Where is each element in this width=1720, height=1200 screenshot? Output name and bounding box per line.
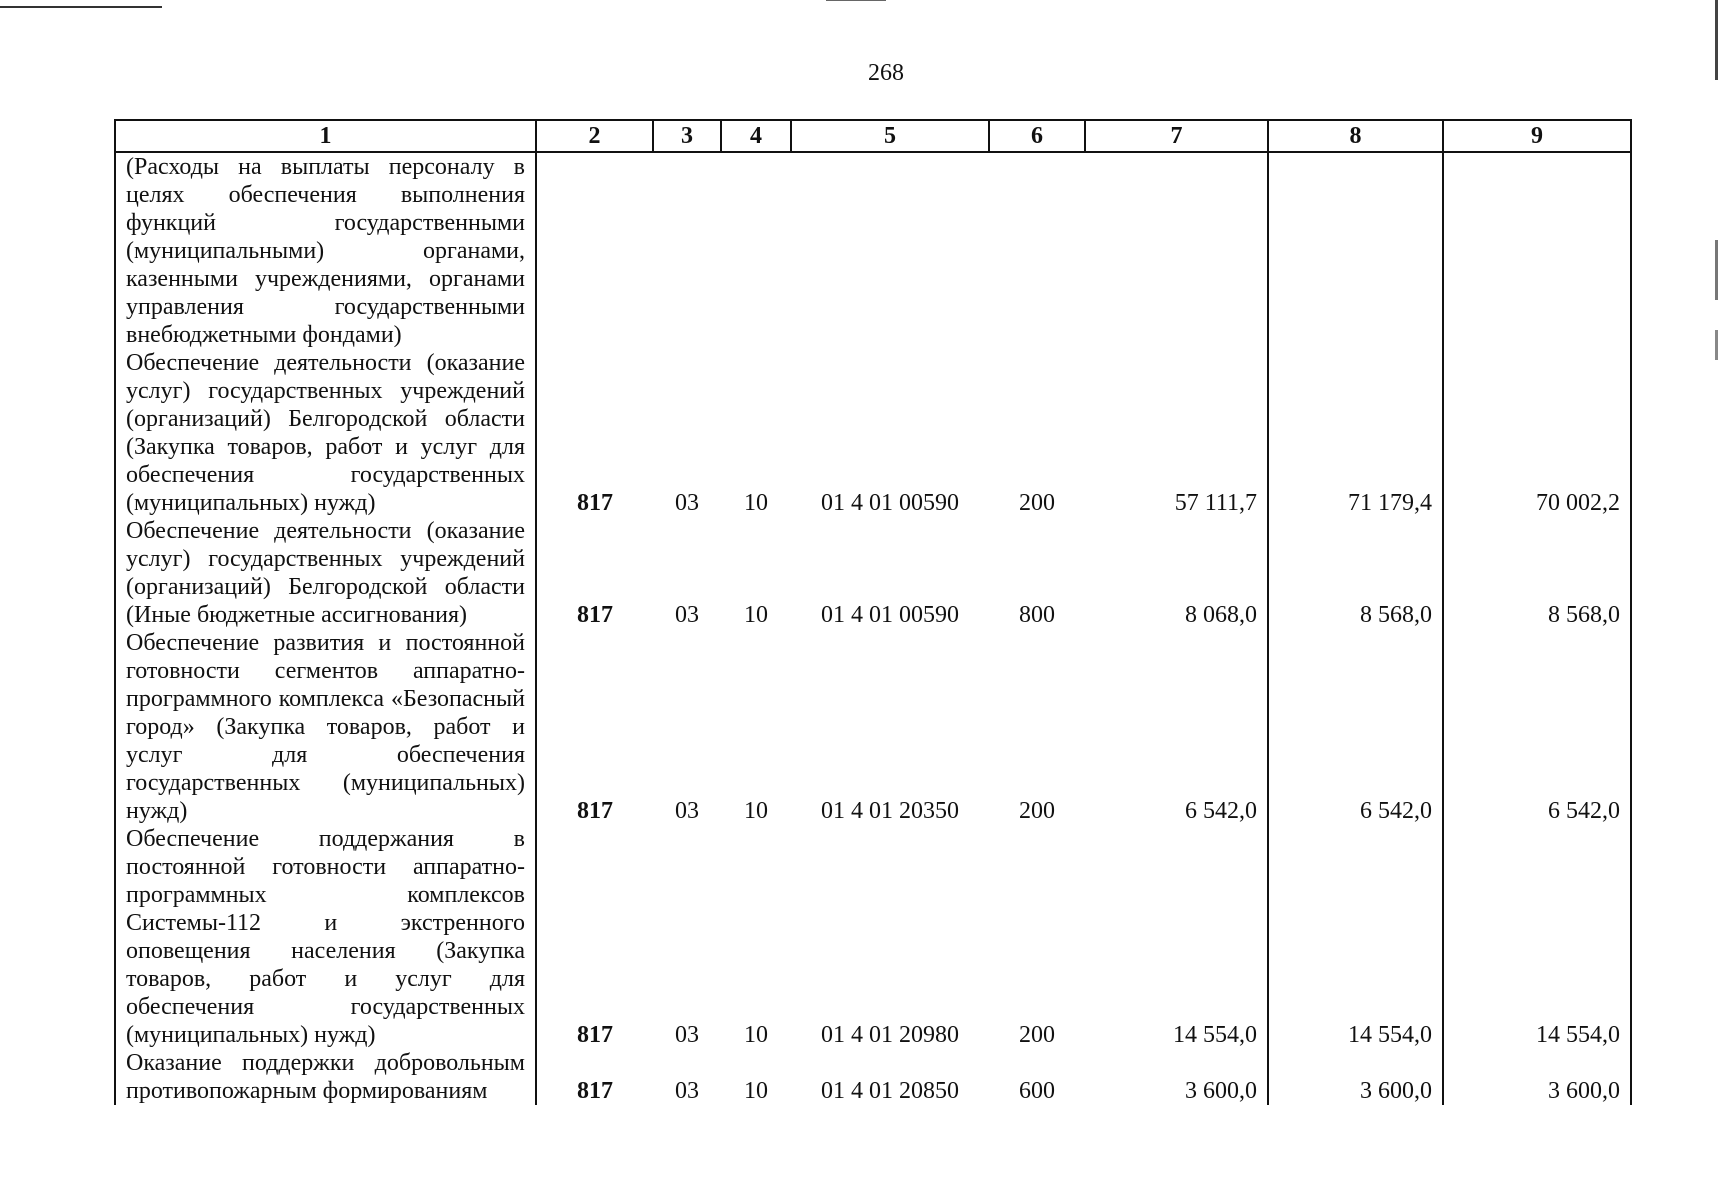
row-ministry: 817 bbox=[577, 490, 613, 516]
row-ministry: 817 bbox=[577, 1022, 613, 1048]
row-amount-1: 14 554,0 bbox=[1085, 825, 1268, 1049]
table-row bbox=[115, 349, 1631, 517]
page-number: 268 bbox=[868, 60, 904, 86]
table-row bbox=[115, 1049, 1631, 1105]
row-description: Оказание поддержки добровольным противопожарным формированиям bbox=[115, 1049, 536, 1105]
row-section: 03 bbox=[675, 1022, 699, 1048]
row-amount-1: 6 542,0 bbox=[1085, 629, 1268, 825]
row-target-article: 01 4 01 00590 bbox=[821, 490, 959, 516]
row-target-article bbox=[791, 152, 989, 349]
row-amount-2 bbox=[1268, 152, 1443, 349]
column-header-7: 7 bbox=[1085, 120, 1268, 152]
row-expense-type: 200 bbox=[1019, 798, 1055, 824]
budget-table bbox=[114, 119, 1632, 1105]
row-expense-type: 800 bbox=[1019, 602, 1055, 628]
header-row bbox=[115, 120, 1631, 152]
table-row bbox=[115, 825, 1631, 1049]
row-amount-3: 6 542,0 bbox=[1443, 629, 1631, 825]
row-target-article: 01 4 01 20850 bbox=[821, 1078, 959, 1104]
row-ministry: 817 bbox=[577, 798, 613, 824]
table-row bbox=[115, 152, 1631, 349]
row-expense-type: 200 bbox=[1019, 490, 1055, 516]
column-header-3: 3 bbox=[653, 120, 721, 152]
scan-artifact-line bbox=[0, 6, 162, 8]
row-ministry: 817 bbox=[577, 1078, 613, 1104]
row-amount-2: 6 542,0 bbox=[1268, 629, 1443, 825]
row-amount-2: 71 179,4 bbox=[1268, 349, 1443, 517]
row-expense-type: 600 bbox=[1019, 1078, 1055, 1104]
row-subsection: 10 bbox=[744, 602, 768, 628]
row-subsection: 10 bbox=[744, 490, 768, 516]
row-description: Обеспечение деятельности (оказание услуг) государственных учреждений (организаций) Белгородской области (Иные бюджетные ассигнования) bbox=[115, 517, 536, 629]
table-row bbox=[115, 629, 1631, 825]
row-description: Обеспечение развития и постоянной готовности сегментов аппаратно-программного комплекса «Безопасный город» (Закупка товаров, работ и услуг для обеспечения государственных (муниципальных) нужд) bbox=[115, 629, 536, 825]
row-amount-3 bbox=[1443, 152, 1631, 349]
table-row bbox=[115, 517, 1631, 629]
row-amount-1: 3 600,0 bbox=[1085, 1049, 1268, 1105]
row-section: 03 bbox=[675, 490, 699, 516]
column-header-1: 1 bbox=[115, 120, 536, 152]
row-section: 03 bbox=[675, 798, 699, 824]
row-expense-type bbox=[989, 152, 1085, 349]
row-description: Обеспечение поддержания в постоянной готовности аппаратно-программных комплексов Системы-112 и экстренного оповещения населения (Закупка товаров, работ и услуг для обеспечения государственных (муниципальных) нужд) bbox=[115, 825, 536, 1049]
row-amount-3: 70 002,2 bbox=[1443, 349, 1631, 517]
row-subsection: 10 bbox=[744, 1078, 768, 1104]
row-amount-2: 8 568,0 bbox=[1268, 517, 1443, 629]
row-target-article: 01 4 01 20350 bbox=[821, 798, 959, 824]
row-subsection: 10 bbox=[744, 1022, 768, 1048]
scan-artifact-mark bbox=[826, 0, 886, 1]
row-description: (Расходы на выплаты персоналу в целях обеспечения выполнения функций государственными (муниципальными) органами, казенными учреждениями, органами управления государственными внебюджетными фондами) bbox=[115, 152, 536, 349]
row-ministry: 817 bbox=[577, 602, 613, 628]
row-amount-3: 8 568,0 bbox=[1443, 517, 1631, 629]
row-amount-3: 3 600,0 bbox=[1443, 1049, 1631, 1105]
row-amount-1: 8 068,0 bbox=[1085, 517, 1268, 629]
row-amount-2: 3 600,0 bbox=[1268, 1049, 1443, 1105]
row-amount-1: 57 111,7 bbox=[1085, 349, 1268, 517]
row-expense-type: 200 bbox=[1019, 1022, 1055, 1048]
column-header-9: 9 bbox=[1443, 120, 1631, 152]
row-section bbox=[653, 152, 721, 349]
column-header-5: 5 bbox=[791, 120, 989, 152]
row-amount-3: 14 554,0 bbox=[1443, 825, 1631, 1049]
column-header-6: 6 bbox=[989, 120, 1085, 152]
row-description: Обеспечение деятельности (оказание услуг) государственных учреждений (организаций) Белгородской области (Закупка товаров, работ и услуг для обеспечения государственных (муниципальных) нужд) bbox=[115, 349, 536, 517]
row-amount-1 bbox=[1085, 152, 1268, 349]
row-target-article: 01 4 01 20980 bbox=[821, 1022, 959, 1048]
row-section: 03 bbox=[675, 1078, 699, 1104]
column-header-2: 2 bbox=[536, 120, 653, 152]
column-header-8: 8 bbox=[1268, 120, 1443, 152]
row-section: 03 bbox=[675, 602, 699, 628]
row-ministry bbox=[536, 152, 653, 349]
row-target-article: 01 4 01 00590 bbox=[821, 602, 959, 628]
row-amount-2: 14 554,0 bbox=[1268, 825, 1443, 1049]
row-subsection bbox=[721, 152, 791, 349]
row-subsection: 10 bbox=[744, 798, 768, 824]
column-header-4: 4 bbox=[721, 120, 791, 152]
